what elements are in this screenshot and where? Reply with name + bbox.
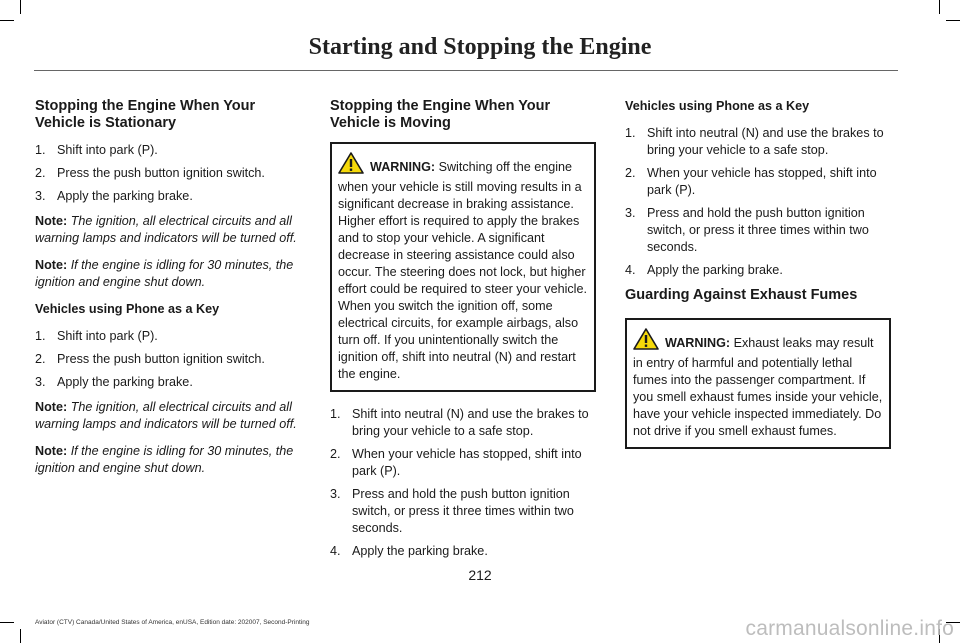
list-item: 3. Apply the parking brake. bbox=[35, 189, 193, 203]
footer-edition-text: Aviator (CTV) Canada/United States of America, enUSA, Edition date: 202007, Second-Printing bbox=[35, 619, 310, 626]
watermark: carmanualsonline.info bbox=[745, 617, 954, 640]
subheading-phone-key: Vehicles using Phone as a Key bbox=[625, 99, 810, 113]
list-item: 4. Apply the parking brake. bbox=[330, 544, 488, 558]
crop-mark bbox=[946, 20, 960, 21]
header-divider bbox=[34, 70, 898, 71]
note: Note: If the engine is idling for 30 minutes, the ignition and engine shut down. bbox=[35, 258, 294, 289]
steps-list bbox=[35, 142, 301, 205]
section-heading-moving: Stopping the Engine When Your Vehicle is Moving bbox=[330, 98, 551, 131]
list-item: 1. Shift into neutral (N) and use the brakes to bring your vehicle to a safe stop. bbox=[330, 407, 589, 438]
crop-mark bbox=[20, 0, 21, 14]
column-1 bbox=[35, 98, 301, 487]
crop-mark bbox=[939, 0, 940, 14]
warning-triangle-icon bbox=[633, 328, 659, 355]
list-item: 2. When your vehicle has stopped, shift into park (P). bbox=[625, 166, 877, 197]
list-item: 3. Press and hold the push button ignition switch, or press it three times within two seconds. bbox=[330, 487, 574, 535]
subheading-phone-key: Vehicles using Phone as a Key bbox=[35, 302, 220, 316]
list-item: 2. Press the push button ignition switch. bbox=[35, 352, 265, 366]
note: Note: The ignition, all electrical circuits and all warning lamps and indicators will be turned off. bbox=[35, 214, 297, 245]
warning-label: WARNING: bbox=[370, 160, 436, 174]
crop-mark bbox=[0, 622, 14, 623]
warning-label: WARNING: bbox=[665, 336, 731, 350]
list-item: 2. When your vehicle has stopped, shift into park (P). bbox=[330, 447, 582, 478]
warning-triangle-icon bbox=[338, 152, 364, 179]
warning-box bbox=[330, 142, 596, 392]
list-item: 1. Shift into park (P). bbox=[35, 143, 158, 157]
column-3 bbox=[625, 98, 891, 463]
note: Note: If the engine is idling for 30 minutes, the ignition and engine shut down. bbox=[35, 444, 294, 475]
note: Note: The ignition, all electrical circuits and all warning lamps and indicators will be turned off. bbox=[35, 400, 297, 431]
warning-box bbox=[625, 318, 891, 449]
list-item: 1. Shift into park (P). bbox=[35, 329, 158, 343]
warning-text: Exhaust leaks may result in entry of harmful and potentially lethal fumes into the passenger compartment. If you smell exhaust fumes inside your vehicle, have your vehicle inspected immediately. Do not drive if you smell exhaust fumes. bbox=[633, 336, 883, 438]
section-heading-exhaust: Guarding Against Exhaust Fumes bbox=[625, 287, 858, 303]
steps-list bbox=[35, 328, 301, 391]
list-item: 4. Apply the parking brake. bbox=[625, 263, 783, 277]
crop-mark bbox=[20, 629, 21, 643]
list-item: 1. Shift into neutral (N) and use the brakes to bring your vehicle to a safe stop. bbox=[625, 126, 884, 157]
page-title: Starting and Stopping the Engine bbox=[308, 34, 652, 60]
list-item: 2. Press the push button ignition switch. bbox=[35, 166, 265, 180]
list-item: 3. Press and hold the push button ignition switch, or press it three times within two seconds. bbox=[625, 206, 869, 254]
steps-list bbox=[625, 125, 891, 279]
crop-mark bbox=[0, 20, 14, 21]
section-heading-stationary: Stopping the Engine When Your Vehicle is Stationary bbox=[35, 98, 256, 131]
steps-list bbox=[330, 406, 596, 560]
page-number: 212 bbox=[468, 567, 492, 583]
list-item: 3. Apply the parking brake. bbox=[35, 375, 193, 389]
column-2 bbox=[330, 98, 596, 568]
warning-text: Switching off the engine when your vehicle is still moving results in a significant decrease in braking assistance. Higher effort is required to apply the brakes and to stop your vehicle. A significant decrease in steering assistance could also occur. The steering does not lock, but higher effort could be required to steer your vehicle. When you switch the ignition off, some electrical circuits, for example airbags, also turn off. If you unintentionally switch the ignition off, shift into neutral (N) and restart the engine. bbox=[338, 160, 587, 381]
